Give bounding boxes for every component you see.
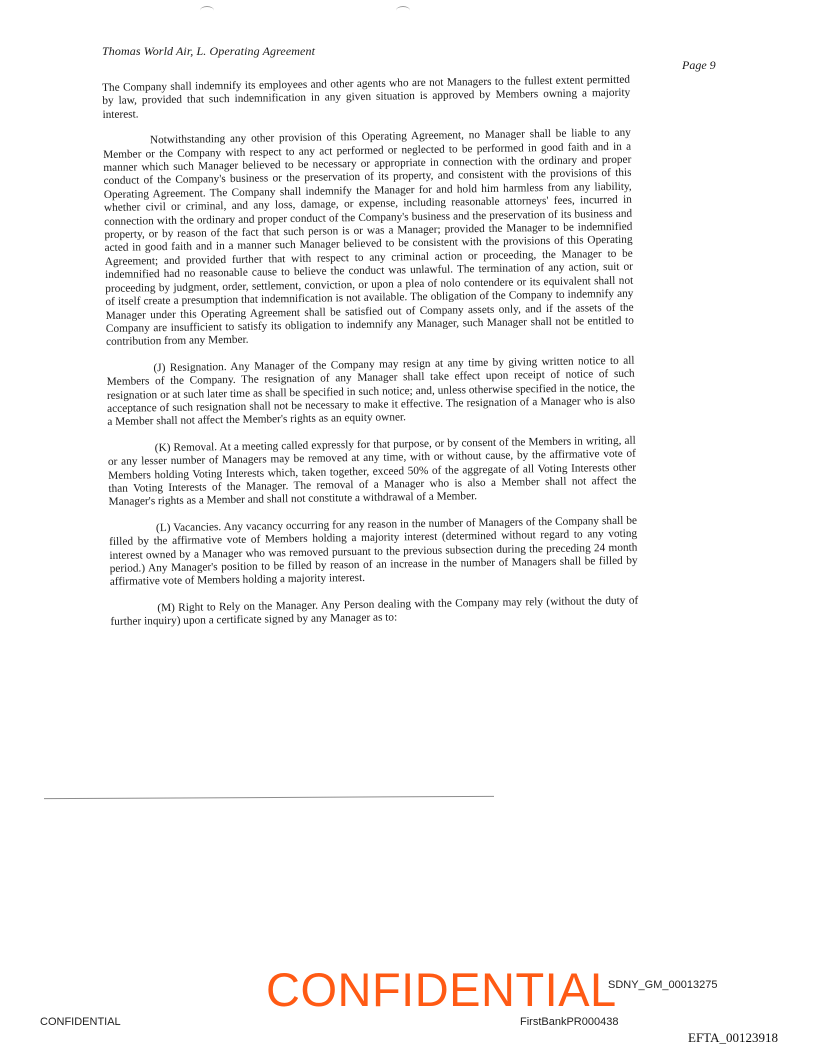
- efta-bates-number: EFTA_00123918: [688, 1030, 778, 1045]
- paragraph-right-to-rely: (M) Right to Rely on the Manager. Any Person dealing with the Company may rely (without the duty of further inquiry) upon a certificate signed by any Manager as to:: [110, 594, 639, 629]
- scan-mark: [396, 6, 410, 15]
- paragraph-resignation: (J) Resignation. Any Manager of the Company may resign at any time by giving written notice to all Members of the Company. The resignation of any Manager shall take effect upon receipt of notice of such resignation or at such later time as shall be specified in such notice; and, unless otherwise specified in the notice, the acceptance of such resignation shall not be necessary to make it effective. The resignation of a Manager who is also a Member shall not affect the Member's rights as an equity owner.: [106, 354, 636, 429]
- sdny-bates-number: SDNY_GM_00013275: [608, 979, 718, 991]
- confidential-stamp: CONFIDENTIAL: [266, 963, 617, 1016]
- confidential-label: CONFIDENTIAL: [40, 1016, 121, 1028]
- paragraph-vacancies: (L) Vacancies. Any vacancy occurring for any reason in the number of Managers of the Company shall be filled by the affirmative vote of Members holding a majority interest (determined without regard to any voting interest owned by a Manager who was removed pursuant to the previous subsection during the preceding 24 month period.) Any Manager's position to be filled by reason of an increase in the number of Managers shall be filled by affirmative vote of Members holding a majority interest.: [109, 514, 638, 589]
- firstbank-bates-number: FirstBankPR000438: [520, 1016, 619, 1028]
- page-divider: [44, 796, 494, 799]
- document-header-title: Thomas World Air, L. Operating Agreement: [102, 44, 316, 58]
- paragraph-manager-liability: Notwithstanding any other provision of this Operating Agreement, no Manager shall be liable to any Member or the Company with respect to any act performed or neglected to be performed in good faith and in a manner which such Manager believed to be necessary or appropriate in connection with the ordinary and proper conduct of the Company's business or the preservation of its property, and consistent with the provisions of this Operating Agreement. The Company shall indemnify the Manager for and hold him harmless from any liability, whether civil or criminal, and any loss, damage, or expense, including reasonable attorneys' fees, incurred in connection with the ordinary and proper conduct of the Company's business and the preservation of its business and property, or by reason of the fact that such person is or was a Manager; provided the Manager to be indemnified acted in good faith and in a manner such Manager believed to be consistent with the provisions of this Operating Agreement; and provided further that with respect to any criminal action or proceeding, the Manager to be indemnified had no reasonable cause to believe the conduct was unlawful. The termination of any action, suit or proceeding by judgment, order, settlement, conviction, or upon a plea of nolo contendere or its equivalent shall not of itself create a presumption that indemnification is not available. The obligation of the Company to indemnify any Manager under this Operating Agreement shall be satisfied out of Company assets only, and if the assets of the Company are insufficient to satisfy its obligation to indemnify any Manager, such Manager shall not be entitled to contribution from any Member.: [103, 126, 634, 349]
- paragraph-removal: (K) Removal. At a meeting called expressly for that purpose, or by consent of the Members in writing, all or any lesser number of Managers may be removed at any time, with or without cause, by the affirmative vote of Members holding Voting Interests which, taken together, exceed 50% of the aggregate of all Voting Interests other than Voting Interests of the Manager. The removal of a Manager who is also a Member shall not affect the Manager's rights as a Member and shall not constitute a withdrawal of a Member.: [107, 434, 637, 509]
- scan-mark: [200, 6, 214, 15]
- paragraph-indemnify-employees: The Company shall indemnify its employees and other agents who are not Managers to the fullest extent permitted by law, provided that such indemnification in any given situation is approved by Members owning a majority interest.: [102, 73, 631, 121]
- document-body: [102, 74, 639, 643]
- page-number: Page 9: [682, 58, 716, 72]
